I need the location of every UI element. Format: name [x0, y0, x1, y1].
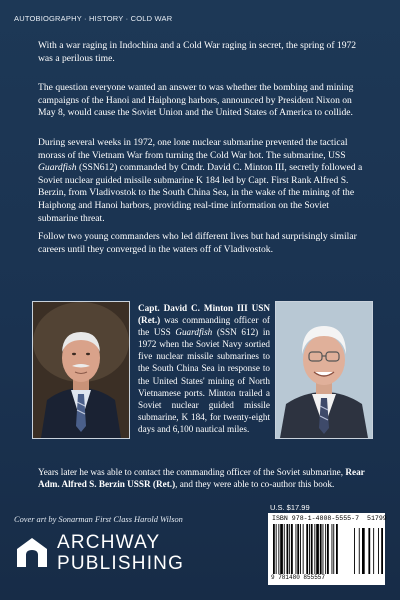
isbn-number: ISBN 978-1-4808-5555-7: [272, 515, 360, 522]
barcode-bar: [300, 524, 301, 574]
author-bio-part-b: (SSN 612) in 1972 when the Soviet Navy sortied five nuclear missile submarines to the South China Sea in response to the United States' mining of North Vietnamese ports. Minton trailed a Soviet nuclear guided missile submarine, K 184, for twenty-eight days and 6,100 nautical miles.: [138, 327, 270, 434]
cover-art-credit: Cover art by Sonarman First Class Harold Wilson: [14, 515, 183, 524]
barcode-bar: [280, 524, 283, 574]
barcode-addon-bar: [381, 528, 383, 574]
submarine-name: Guardfish: [38, 162, 77, 174]
barcode-addon-bar: [359, 528, 360, 574]
barcode-bar: [327, 524, 329, 574]
barcode-bar: [273, 524, 275, 574]
barcode-addon-number: 51799: [366, 515, 387, 522]
barcode-bar: [336, 524, 338, 574]
barcode-bar: [323, 524, 324, 574]
barcode-addon-bar: [362, 528, 365, 574]
barcode-bar: [284, 524, 285, 574]
blurb-paragraph-3-part-b: (SSN612) commanded by Cmdr. David C. Minton III, secretly followed a Soviet nuclear guided missile submarine K 184 led by Capt. First Rank Alfred S. Berzin, from Vladivostok to the South China Sea, in the wake of the mining of the Haiphong and Hanoi harbors, providing real-time information on the Soviet submarine threat.: [38, 162, 363, 224]
author-photo-minton: [32, 301, 130, 439]
barcode-bar: [296, 524, 297, 574]
barcode-bar: [291, 524, 293, 574]
barcode-addon-bar: [368, 528, 370, 574]
author-portrait-minton: [33, 302, 129, 438]
blurb-paragraph-3-part-a: During several weeks in 1972, one lone nuclear submarine prevented the tactical morass of the Vietnam War from turning the Cold War hot. The submarine, USS: [38, 137, 348, 161]
author-portrait-berzin: [276, 302, 372, 438]
barcode-bar: [320, 524, 322, 574]
barcode-bar: [287, 524, 289, 574]
archway-house-icon: [14, 534, 50, 570]
barcode-bar: [314, 524, 315, 574]
author-bio-part-a: was commanding officer of the USS: [138, 315, 270, 338]
barcode-bar: [297, 524, 299, 574]
barcode: [268, 513, 385, 585]
blurb-paragraph-2: The question everyone wanted an answer to was whether the bombing and mining campaigns of the Hanoi and Haiphong harbors, announced by President Nixon on May 8, would cause the Soviet Union and the United States of America to collide.: [38, 82, 354, 119]
coauthor-part-a: Years later he was able to contact the commanding officer of the Soviet submarine,: [38, 467, 346, 477]
publisher-name-line2: PUBLISHING: [57, 553, 185, 574]
price-label: U.S. $17.99: [270, 503, 310, 512]
barcode-bar: [306, 524, 308, 574]
isbn-text: [272, 515, 387, 522]
author-name: Capt. David C. Minton III USN (Ret.): [138, 303, 270, 326]
barcode-bar: [316, 524, 319, 574]
barcode-bar: [333, 524, 334, 574]
barcode-bar: [278, 524, 279, 574]
barcode-bar: [309, 524, 310, 574]
barcode-bar: [332, 524, 333, 574]
barcode-bars: [268, 524, 385, 574]
barcode-bar: [303, 524, 304, 574]
barcode-bar: [325, 524, 326, 574]
barcode-bar: [276, 524, 277, 574]
barcode-bar: [311, 524, 313, 574]
blurb-paragraph-4: Follow two young commanders who led different lives but had surprisingly similar careers until they converged in the waters off of Vladivostok.: [38, 231, 357, 255]
author-photo-berzin: [275, 301, 373, 439]
coauthor-paragraph: [38, 466, 368, 491]
category-label: AUTOBIOGRAPHY · HISTORY · COLD WAR: [14, 14, 173, 23]
coauthor-name: Rear Adm. Alfred S. Berzin USSR (Ret.): [38, 467, 365, 490]
barcode-bar: [289, 524, 290, 574]
blurb-paragraph-1: With a war raging in Indochina and a Cold War raging in secret, the spring of 1972 was a perilous time.: [38, 40, 357, 64]
barcode-addon-bar: [373, 528, 374, 574]
barcode-addon-bar: [354, 528, 355, 574]
barcode-addon-bar: [378, 528, 379, 574]
coauthor-part-b: , and they were able to co-author this book.: [175, 479, 335, 490]
bio-submarine-name: Guardfish: [175, 327, 213, 338]
barcode-digits: 9 781480 855557: [271, 574, 326, 581]
author-bio: [138, 302, 270, 435]
publisher-name-line1: ARCHWAY: [57, 532, 161, 553]
publisher-logo: [14, 530, 194, 576]
blurb-paragraph-3: [38, 137, 368, 225]
